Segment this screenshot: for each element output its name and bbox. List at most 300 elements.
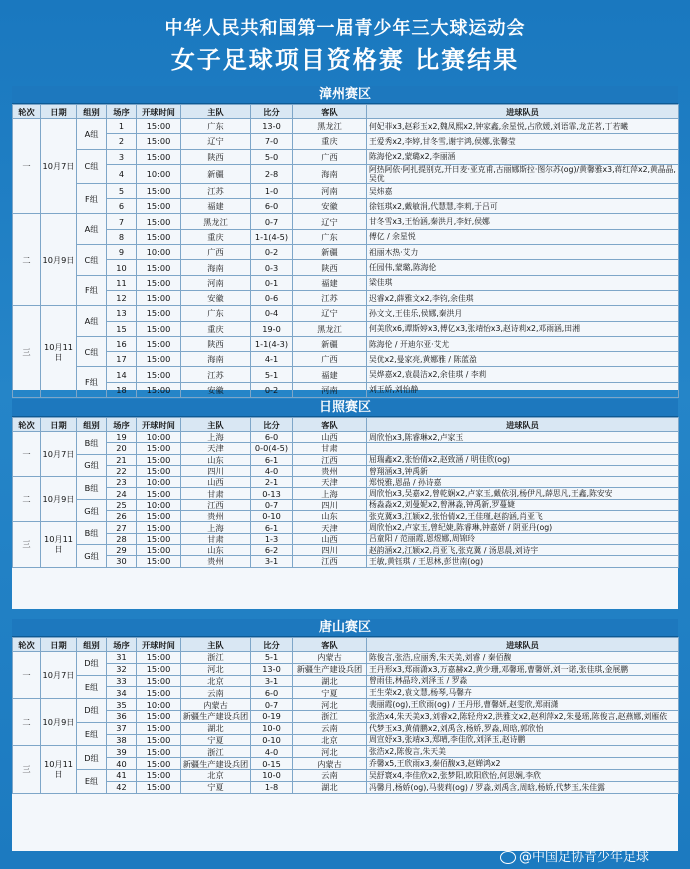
match-no-cell: 10	[107, 260, 137, 275]
match-row	[13, 687, 679, 699]
scorers-cell: 何美欣x6,谭斯婷x3,傅亿x3,张靖怡x3,赵诗莉x2,邓雨涵,田湘	[367, 321, 679, 336]
match-no-cell: 4	[107, 164, 137, 183]
scorers-cell: 曾雨佳,林晶玲,刘泽玉 / 罗淼	[367, 675, 679, 687]
score-cell: 0-7	[251, 499, 293, 510]
score-cell: 6-0	[251, 687, 293, 699]
score-cell: 0-7	[251, 214, 293, 229]
kickoff-time-cell: 15:00	[137, 454, 181, 465]
score-cell: 0-0(4-5)	[251, 443, 293, 454]
round-cell: 三	[13, 746, 41, 793]
score-cell: 7-0	[251, 134, 293, 149]
home-team-cell: 江苏	[181, 183, 251, 198]
group-cell: D组	[77, 699, 107, 723]
date-cell: 10月9日	[41, 699, 77, 746]
scorers-cell: 乔馨x5,王欣雨x3,秦佰馥x3,赵婵鸿x2	[367, 758, 679, 770]
kickoff-time-cell: 15:00	[137, 352, 181, 367]
round-cell: 三	[13, 306, 41, 398]
away-team-cell: 内蒙古	[293, 652, 367, 664]
kickoff-time-cell: 10:00	[137, 245, 181, 260]
date-cell: 10月11日	[41, 306, 77, 398]
match-no-cell: 34	[107, 687, 137, 699]
group-cell: B组	[77, 432, 107, 455]
home-team-cell: 河南	[181, 275, 251, 290]
score-cell: 0-19	[251, 710, 293, 722]
away-team-cell: 辽宁	[293, 214, 367, 229]
scorers-cell: 周欣怡x3,陈睿琳x2,卢家玉	[367, 432, 679, 443]
match-no-cell: 42	[107, 781, 137, 793]
away-team-cell: 天津	[293, 522, 367, 533]
kickoff-time-cell: 15:00	[137, 229, 181, 244]
score-cell: 19-0	[251, 321, 293, 336]
kickoff-time-cell: 15:00	[137, 758, 181, 770]
column-header: 日期	[41, 638, 77, 652]
column-header: 轮次	[13, 105, 41, 119]
zone-tangshan	[12, 619, 678, 851]
kickoff-time-cell: 15:00	[137, 652, 181, 664]
group-cell: C组	[77, 336, 107, 367]
match-no-cell: 38	[107, 734, 137, 746]
scorers-cell	[367, 443, 679, 454]
score-cell: 1-1(4-5)	[251, 229, 293, 244]
away-team-cell: 山西	[293, 432, 367, 443]
scorers-cell: 周欣怡x2,卢家玉,曾纪婕,陈睿琳,钟嘉妍 / 阴亚丹(og)	[367, 522, 679, 533]
score-cell: 2-1	[251, 477, 293, 488]
column-header: 日期	[41, 418, 77, 432]
column-header: 组别	[77, 105, 107, 119]
group-cell: E组	[77, 722, 107, 746]
scorers-cell: 王生荣x2,袁文慧,杨琴,马馨卉	[367, 687, 679, 699]
away-team-cell: 上海	[293, 488, 367, 499]
kickoff-time-cell: 15:00	[137, 781, 181, 793]
column-header: 比分	[251, 638, 293, 652]
match-row	[13, 544, 679, 555]
scorers-cell: 张克冀x3,江颖x2,张怡倩x2,王佳瑾,赵韵涵,肖亚飞	[367, 511, 679, 522]
match-no-cell: 32	[107, 663, 137, 675]
scorers-cell: 刘玉娇,刘怡静	[367, 382, 679, 397]
score-cell: 1-8	[251, 781, 293, 793]
home-team-cell: 安徽	[181, 290, 251, 305]
score-cell: 5-0	[251, 149, 293, 164]
score-cell: 3-1	[251, 556, 293, 567]
home-team-cell: 贵州	[181, 511, 251, 522]
match-no-cell: 19	[107, 432, 137, 443]
match-row	[13, 164, 679, 183]
match-no-cell: 39	[107, 746, 137, 758]
match-row	[13, 652, 679, 664]
kickoff-time-cell: 15:00	[137, 306, 181, 321]
match-no-cell: 36	[107, 710, 137, 722]
home-team-cell: 宁夏	[181, 734, 251, 746]
group-cell: D组	[77, 652, 107, 676]
kickoff-time-cell: 15:00	[137, 443, 181, 454]
scorers-cell: 杨淼淼x2,刘曼妮x2,曾淋淼,钟禹新,罗蔓婕	[367, 499, 679, 510]
kickoff-time-cell: 15:00	[137, 465, 181, 476]
scorers-cell: 裴丽霞(og),王欣雨(og) / 王丹形,曹馨妍,赵雯欣,郑雨潇	[367, 699, 679, 711]
match-no-cell: 30	[107, 556, 137, 567]
home-team-cell: 内蒙古	[181, 699, 251, 711]
date-cell: 10月9日	[41, 214, 77, 306]
match-no-cell: 41	[107, 769, 137, 781]
home-team-cell: 北京	[181, 769, 251, 781]
match-no-cell: 31	[107, 652, 137, 664]
away-team-cell: 江西	[293, 556, 367, 567]
kickoff-time-cell: 15:00	[137, 522, 181, 533]
scorers-cell: 孙文文,王佳乐,侯娜,秦洪月	[367, 306, 679, 321]
match-no-cell: 15	[107, 321, 137, 336]
kickoff-time-cell: 15:00	[137, 663, 181, 675]
results-table	[12, 104, 679, 398]
scorers-cell: 王丹形x3,郑雨潇x3,万嘉赫x2,黄少珊,邓馨瑶,曹馨妍,刘一诺,张佳琪,金展鹏	[367, 663, 679, 675]
match-row	[13, 149, 679, 164]
score-cell: 5-1	[251, 652, 293, 664]
away-team-cell: 河南	[293, 183, 367, 198]
away-team-cell: 贵州	[293, 465, 367, 476]
match-no-cell: 7	[107, 214, 137, 229]
column-header: 客队	[293, 638, 367, 652]
home-team-cell: 天津	[181, 443, 251, 454]
date-cell: 10月11日	[41, 746, 77, 793]
away-team-cell: 河北	[293, 699, 367, 711]
away-team-cell: 广西	[293, 352, 367, 367]
kickoff-time-cell: 15:00	[137, 134, 181, 149]
scorers-cell: 吴烨嘉x2,袁晨洁x2,余佳琪 / 李莉	[367, 367, 679, 382]
away-team-cell: 黑龙江	[293, 321, 367, 336]
away-team-cell: 新疆	[293, 245, 367, 260]
match-row	[13, 734, 679, 746]
page-title-line1: 中华人民共和国第一届青少年三大球运动会	[164, 18, 526, 39]
column-header: 进球队员	[367, 418, 679, 432]
match-no-cell: 20	[107, 443, 137, 454]
match-no-cell: 9	[107, 245, 137, 260]
kickoff-time-cell: 10:00	[137, 477, 181, 488]
score-cell: 0-1	[251, 275, 293, 290]
scorers-cell: 王爱秀x2,李婷,甘冬雪,谢宇鸿,侯娜,张馨莹	[367, 134, 679, 149]
away-team-cell: 安徽	[293, 199, 367, 214]
column-header: 场序	[107, 418, 137, 432]
away-team-cell: 内蒙古	[293, 758, 367, 770]
match-no-cell: 25	[107, 499, 137, 510]
scorers-cell: 甘冬雪x3,王怡涵,秦洪月,李好,侯娜	[367, 214, 679, 229]
score-cell: 6-0	[251, 432, 293, 443]
home-team-cell: 广西	[181, 245, 251, 260]
home-team-cell: 浙江	[181, 652, 251, 664]
column-header: 组别	[77, 638, 107, 652]
column-header: 客队	[293, 105, 367, 119]
column-header: 轮次	[13, 418, 41, 432]
kickoff-time-cell: 15:00	[137, 260, 181, 275]
scorers-cell: 屈瑞鑫x2,张怡倩x2,赵致涵 / 明佳欣(og)	[367, 454, 679, 465]
match-row	[13, 229, 679, 244]
away-team-cell: 新疆生产建设兵团	[293, 663, 367, 675]
home-team-cell: 新疆生产建设兵团	[181, 710, 251, 722]
scorers-cell: 傅亿 / 余星悦	[367, 229, 679, 244]
away-team-cell: 福建	[293, 275, 367, 290]
score-cell: 0-13	[251, 488, 293, 499]
match-row	[13, 134, 679, 149]
away-team-cell: 云南	[293, 722, 367, 734]
home-team-cell: 云南	[181, 687, 251, 699]
round-cell: 二	[13, 214, 41, 306]
match-no-cell: 8	[107, 229, 137, 244]
match-no-cell: 33	[107, 675, 137, 687]
match-row	[13, 432, 679, 443]
match-row	[13, 781, 679, 793]
column-header: 场序	[107, 638, 137, 652]
scorers-cell: 吕童阳 / 范丽霞,恩煜娜,周锦玲	[367, 533, 679, 544]
match-no-cell: 23	[107, 477, 137, 488]
kickoff-time-cell: 15:00	[137, 488, 181, 499]
column-header: 比分	[251, 418, 293, 432]
kickoff-time-cell: 10:00	[137, 499, 181, 510]
score-cell: 4-0	[251, 465, 293, 476]
match-no-cell: 17	[107, 352, 137, 367]
kickoff-time-cell: 15:00	[137, 214, 181, 229]
kickoff-time-cell: 15:00	[137, 275, 181, 290]
group-cell: A组	[77, 119, 107, 150]
away-team-cell: 河南	[293, 382, 367, 397]
kickoff-time-cell: 15:00	[137, 746, 181, 758]
column-header: 场序	[107, 105, 137, 119]
group-cell: F组	[77, 367, 107, 398]
match-no-cell: 14	[107, 367, 137, 382]
group-cell: F组	[77, 275, 107, 306]
match-row	[13, 275, 679, 290]
home-team-cell: 新疆	[181, 164, 251, 183]
scorers-cell: 周欣怡x3,吴嘉x2,曾乾娴x2,卢家玉,戴依羽,杨伊凡,薛思凡,王鑫,陈安安	[367, 488, 679, 499]
score-cell: 4-0	[251, 746, 293, 758]
group-cell: F组	[77, 183, 107, 214]
match-row	[13, 511, 679, 522]
scorers-cell: 郑悦雅,恩晶 / 孙诗嘉	[367, 477, 679, 488]
watermark-text: @中国足协青少年足球	[519, 850, 650, 865]
match-no-cell: 40	[107, 758, 137, 770]
kickoff-time-cell: 10:00	[137, 164, 181, 183]
match-row	[13, 769, 679, 781]
away-team-cell: 江西	[293, 454, 367, 465]
match-row	[13, 746, 679, 758]
away-team-cell: 山西	[293, 533, 367, 544]
away-team-cell: 新疆	[293, 336, 367, 351]
scorers-cell: 曾翔涵x3,钟禹新	[367, 465, 679, 476]
home-team-cell: 福建	[181, 199, 251, 214]
home-team-cell: 山西	[181, 477, 251, 488]
group-cell: B组	[77, 477, 107, 500]
home-team-cell: 海南	[181, 352, 251, 367]
score-cell: 5-1	[251, 367, 293, 382]
scorers-cell: 徐钰琪x2,戴敏涓,代慧慧,李莉,于吕可	[367, 199, 679, 214]
away-team-cell: 陕西	[293, 260, 367, 275]
scorers-cell: 陈俊言,张浩,应丽秀,朱天美,刘睿 / 秦佰馥	[367, 652, 679, 664]
match-row	[13, 382, 679, 397]
kickoff-time-cell: 15:00	[137, 687, 181, 699]
match-row	[13, 454, 679, 465]
weibo-watermark	[500, 846, 649, 865]
match-row	[13, 443, 679, 454]
score-cell: 0-15	[251, 758, 293, 770]
home-team-cell: 重庆	[181, 321, 251, 336]
match-row	[13, 465, 679, 476]
away-team-cell: 江苏	[293, 290, 367, 305]
kickoff-time-cell: 15:00	[137, 544, 181, 555]
page-title-line2: 女子足球项目资格赛 比赛结果	[170, 46, 520, 74]
match-no-cell: 11	[107, 275, 137, 290]
scorers-cell: 何妃菲x3,赵彩玉x2,魏凤熙x2,钟家鑫,余星悦,占欣媛,刘语霏,龙芷茗,丁若曦	[367, 119, 679, 134]
group-cell: C组	[77, 245, 107, 276]
match-row	[13, 306, 679, 321]
home-team-cell: 甘肃	[181, 533, 251, 544]
away-team-cell: 重庆	[293, 134, 367, 149]
match-no-cell: 6	[107, 199, 137, 214]
scorers-cell: 阿热阿依·阿扎提别克,开日麦·亚克甫,古丽娜斯拉·图尔苏(og)/黄馨雅x3,蒋红萍x2,黄晶晶,吴优	[367, 164, 679, 183]
match-no-cell: 12	[107, 290, 137, 305]
away-team-cell: 河北	[293, 746, 367, 758]
score-cell: 6-2	[251, 544, 293, 555]
score-cell: 0-2	[251, 245, 293, 260]
table-header-row	[13, 638, 679, 652]
table-header-row	[13, 418, 679, 432]
home-team-cell: 上海	[181, 432, 251, 443]
match-row	[13, 758, 679, 770]
date-cell: 10月9日	[41, 477, 77, 522]
match-no-cell: 37	[107, 722, 137, 734]
score-cell: 0-10	[251, 734, 293, 746]
scorers-cell: 赵韵涵x2,江颖x2,肖亚飞,张克冀 / 汤思晨,刘诗宇	[367, 544, 679, 555]
kickoff-time-cell: 15:00	[137, 321, 181, 336]
scorers-cell: 周宣妤x3,张靖x3,郑晴,李佳欣,刘泽玉,赵诗鹏	[367, 734, 679, 746]
match-row	[13, 352, 679, 367]
away-team-cell: 云南	[293, 769, 367, 781]
kickoff-time-cell: 15:00	[137, 336, 181, 351]
match-row	[13, 556, 679, 567]
scorers-cell: 任园伟,蒙璐,陈海伦	[367, 260, 679, 275]
table-header-row	[13, 105, 679, 119]
home-team-cell: 北京	[181, 675, 251, 687]
home-team-cell: 江苏	[181, 367, 251, 382]
kickoff-time-cell: 15:00	[137, 675, 181, 687]
score-cell: 13-0	[251, 663, 293, 675]
scorers-cell: 迟睿x2,薛雅文x2,李钧,余佳琪	[367, 290, 679, 305]
column-header: 主队	[181, 105, 251, 119]
column-header: 进球队员	[367, 105, 679, 119]
zone-title: 日照赛区	[12, 399, 678, 417]
round-cell: 二	[13, 699, 41, 746]
group-cell: D组	[77, 746, 107, 770]
column-header: 比分	[251, 105, 293, 119]
away-team-cell: 四川	[293, 544, 367, 555]
away-team-cell: 宁夏	[293, 687, 367, 699]
score-cell: 4-1	[251, 352, 293, 367]
score-cell: 6-1	[251, 522, 293, 533]
date-cell: 10月7日	[41, 432, 77, 477]
kickoff-time-cell: 15:00	[137, 710, 181, 722]
kickoff-time-cell: 15:00	[137, 769, 181, 781]
group-cell: A组	[77, 306, 107, 337]
score-cell: 0-4	[251, 306, 293, 321]
away-team-cell: 广西	[293, 149, 367, 164]
kickoff-time-cell: 15:00	[137, 722, 181, 734]
match-no-cell: 1	[107, 119, 137, 134]
home-team-cell: 陕西	[181, 336, 251, 351]
away-team-cell: 浙江	[293, 710, 367, 722]
home-team-cell: 新疆生产建设兵团	[181, 758, 251, 770]
column-header: 主队	[181, 418, 251, 432]
scorers-cell: 代梦玉x3,黄倩鹏x2,刘禹含,杨娇,罗淼,周晗,郭欣怡	[367, 722, 679, 734]
match-row	[13, 522, 679, 533]
column-header: 进球队员	[367, 638, 679, 652]
match-row	[13, 477, 679, 488]
round-cell: 二	[13, 477, 41, 522]
kickoff-time-cell: 15:00	[137, 199, 181, 214]
group-cell: C组	[77, 149, 107, 183]
home-team-cell: 贵州	[181, 556, 251, 567]
match-row	[13, 260, 679, 275]
scorers-cell: 张浩x2,陈俊言,朱天美	[367, 746, 679, 758]
kickoff-time-cell: 15:00	[137, 382, 181, 397]
home-team-cell: 江西	[181, 499, 251, 510]
kickoff-time-cell: 15:00	[137, 533, 181, 544]
kickoff-time-cell: 10:00	[137, 432, 181, 443]
group-cell: E组	[77, 675, 107, 699]
match-row	[13, 367, 679, 382]
home-team-cell: 河北	[181, 663, 251, 675]
match-row	[13, 699, 679, 711]
scorers-cell: 吴炜嘉	[367, 183, 679, 198]
score-cell: 3-1	[251, 675, 293, 687]
scorers-cell: 吴优x2,曼家亮,黄娜雅 / 陈蓝盈	[367, 352, 679, 367]
away-team-cell: 甘肃	[293, 443, 367, 454]
score-cell: 1-1(4-3)	[251, 336, 293, 351]
results-table	[12, 417, 679, 568]
match-row	[13, 533, 679, 544]
score-cell: 6-1	[251, 454, 293, 465]
scorers-cell: 祖丽木热·艾力	[367, 245, 679, 260]
home-team-cell: 湖北	[181, 722, 251, 734]
results-table	[12, 637, 679, 794]
group-cell: A组	[77, 214, 107, 245]
away-team-cell: 天津	[293, 477, 367, 488]
away-team-cell: 海南	[293, 164, 367, 183]
away-team-cell: 湖北	[293, 675, 367, 687]
zone-rizhao	[12, 399, 678, 609]
zone-title: 唐山赛区	[12, 619, 678, 637]
home-team-cell: 安徽	[181, 382, 251, 397]
match-no-cell: 22	[107, 465, 137, 476]
match-row	[13, 663, 679, 675]
kickoff-time-cell: 15:00	[137, 149, 181, 164]
score-cell: 0-10	[251, 511, 293, 522]
scorers-cell: 冯馨月,杨娇(og),马裴莉(og) / 罗淼,刘禹含,周晗,杨娇,代梦玉,朱佳露	[367, 781, 679, 793]
kickoff-time-cell: 15:00	[137, 511, 181, 522]
group-cell: G组	[77, 544, 107, 567]
column-header: 主队	[181, 638, 251, 652]
match-no-cell: 26	[107, 511, 137, 522]
home-team-cell: 辽宁	[181, 134, 251, 149]
match-no-cell: 5	[107, 183, 137, 198]
match-no-cell: 2	[107, 134, 137, 149]
kickoff-time-cell: 15:00	[137, 556, 181, 567]
match-no-cell: 18	[107, 382, 137, 397]
scorers-cell: 吴舒寰x4,李佳欣x2,张梦阳,欧阳欣怡,何思娴,李欣	[367, 769, 679, 781]
column-header: 开球时间	[137, 418, 181, 432]
weibo-icon	[500, 851, 516, 864]
home-team-cell: 广东	[181, 119, 251, 134]
column-header: 开球时间	[137, 105, 181, 119]
column-header: 日期	[41, 105, 77, 119]
scorers-cell: 王敏,黄钰琪 / 王思林,彭世南(og)	[367, 556, 679, 567]
home-team-cell: 宁夏	[181, 781, 251, 793]
away-team-cell: 黑龙江	[293, 119, 367, 134]
home-team-cell: 四川	[181, 465, 251, 476]
